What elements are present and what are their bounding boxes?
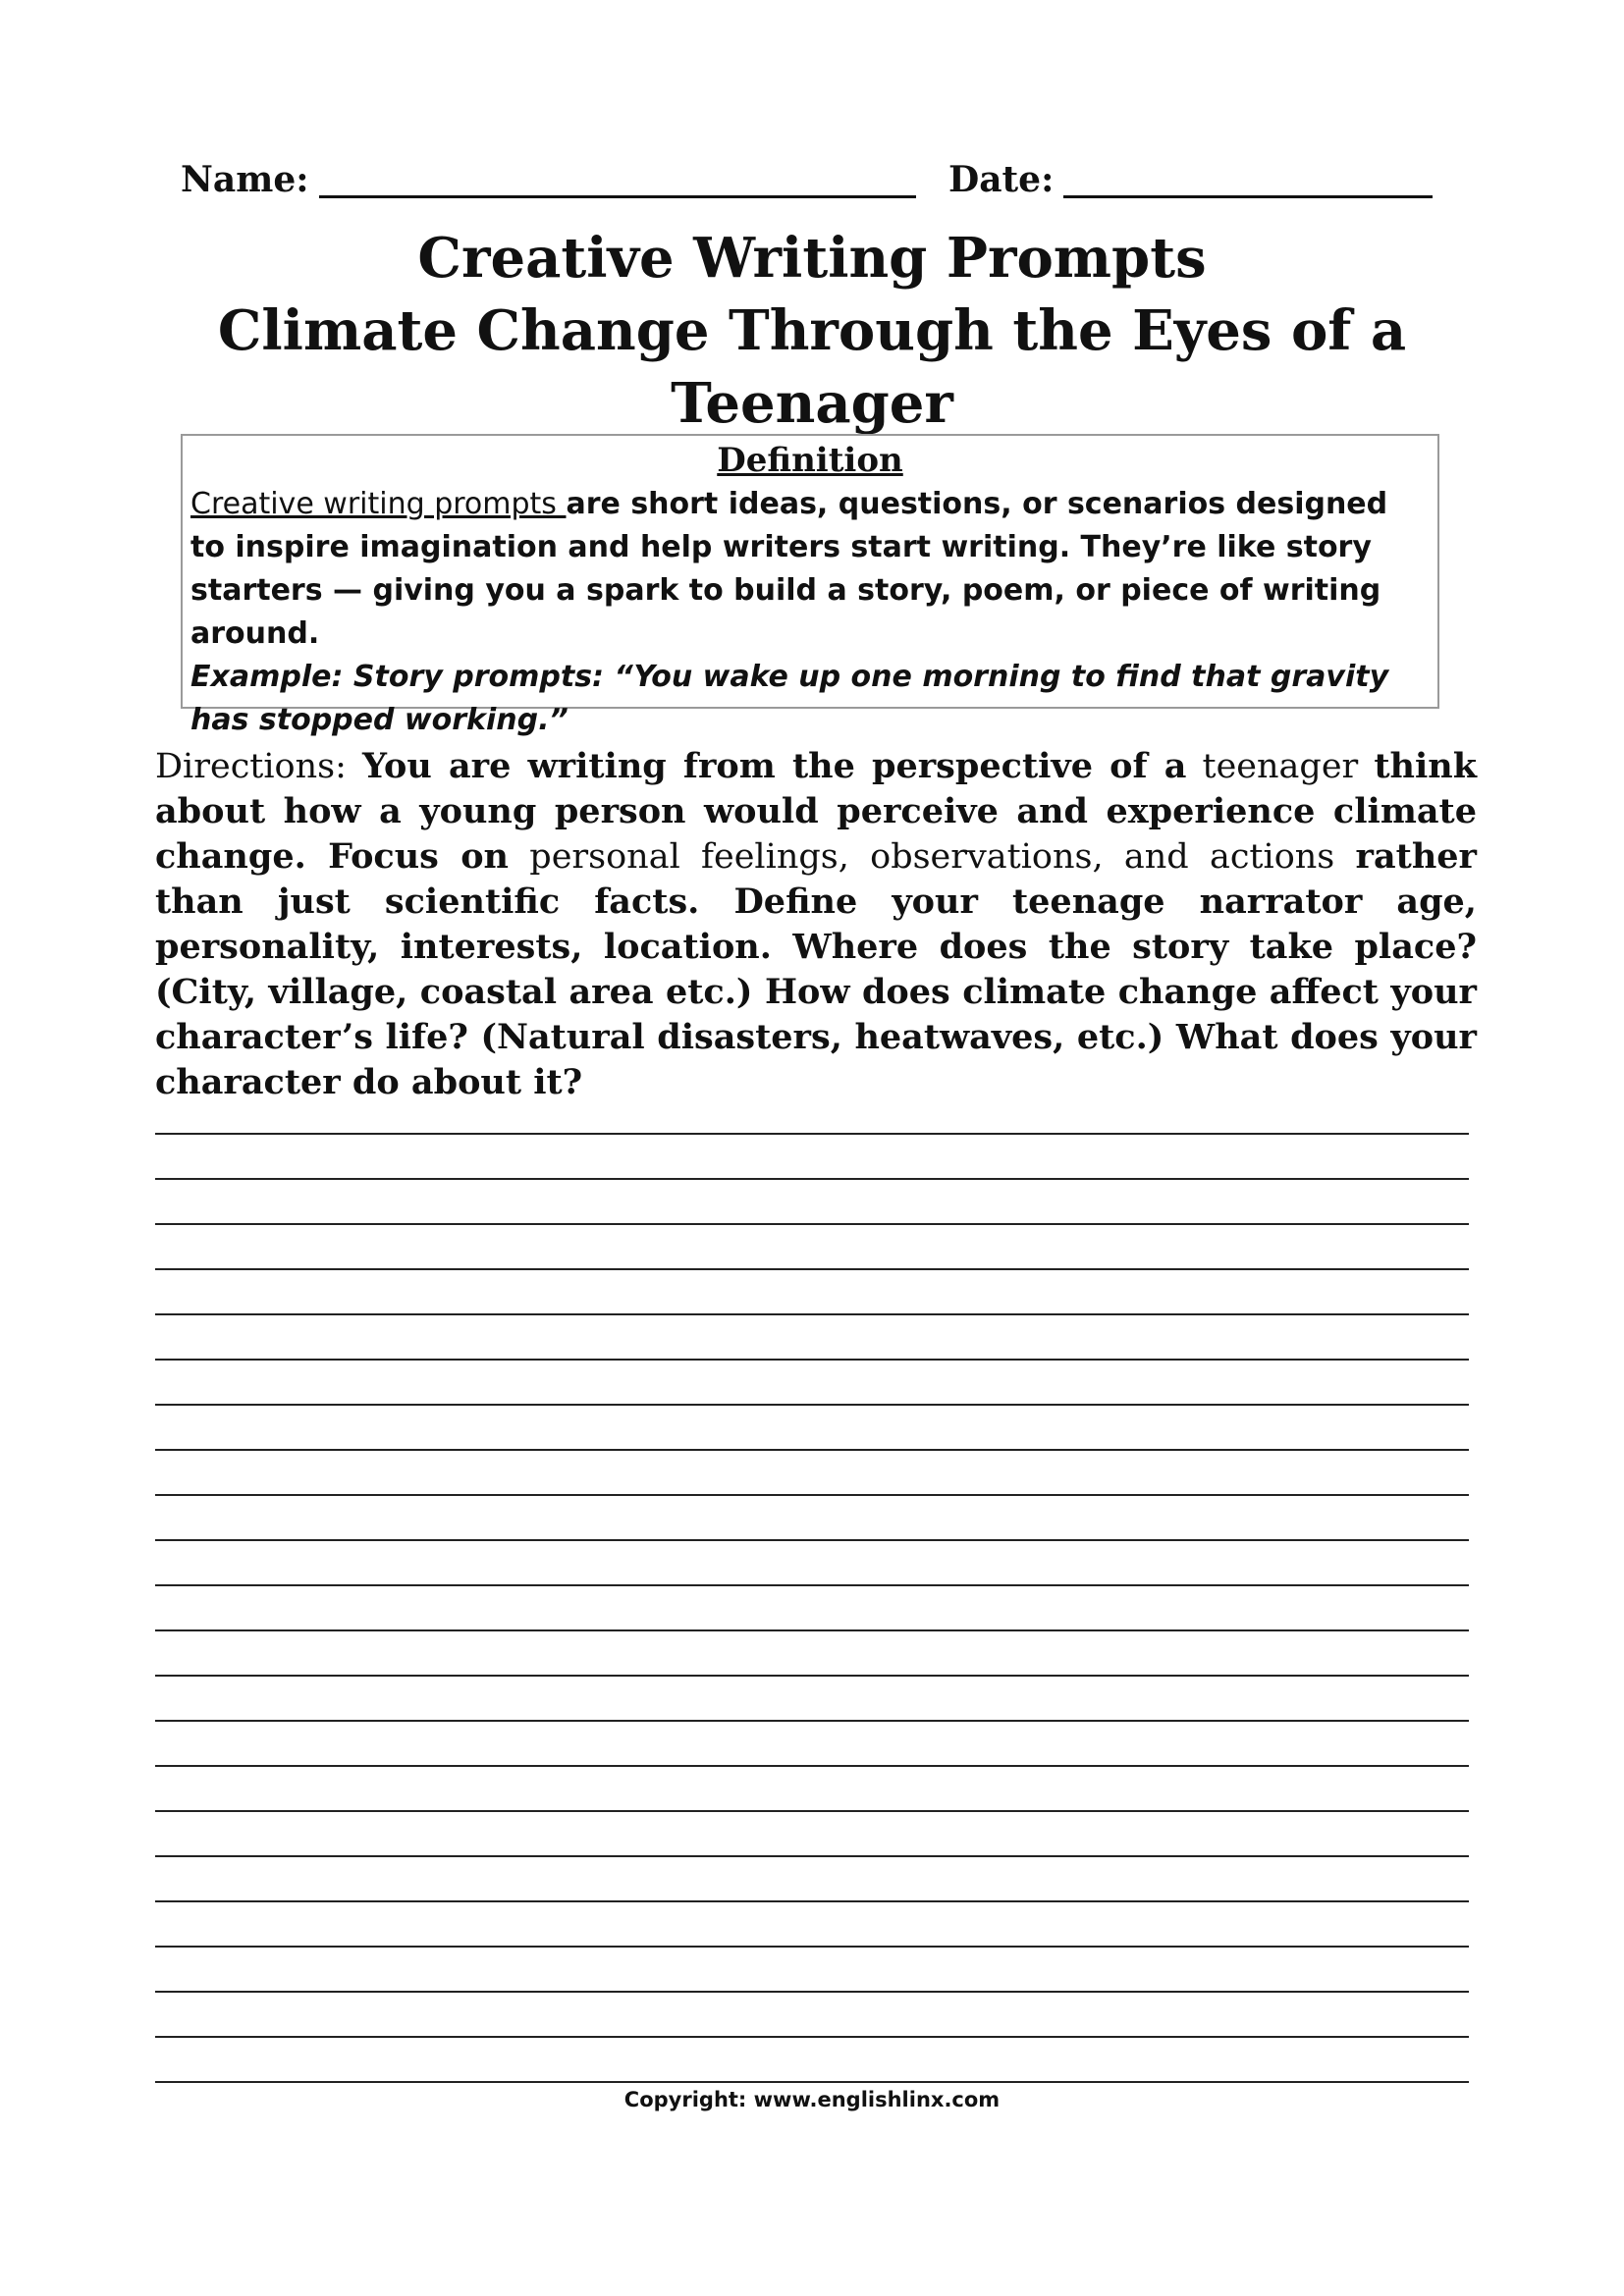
page-title (177, 222, 1447, 440)
directions-text: teenager (1186, 747, 1375, 786)
writing-line[interactable] (155, 1270, 1469, 1315)
directions-label: Directions: (155, 747, 363, 786)
name-label: Name: (181, 159, 309, 200)
title-line-2: Climate Change Through the Eyes of a (217, 298, 1407, 363)
definition-heading: Definition (717, 441, 903, 480)
writing-line[interactable] (155, 1631, 1469, 1677)
writing-line[interactable] (155, 1586, 1469, 1631)
definition-example: Example: Story prompts: “You wake up one morning to find that gravity has stopped working.” (190, 660, 1389, 737)
writing-line[interactable] (155, 1315, 1469, 1361)
writing-line[interactable] (155, 1406, 1469, 1451)
title-line-3: Teenager (671, 371, 953, 436)
writing-line[interactable] (155, 1902, 1469, 1948)
writing-line[interactable] (155, 1948, 1469, 1993)
writing-line[interactable] (155, 1677, 1469, 1722)
writing-line[interactable] (155, 1135, 1469, 1180)
title-line-1: Creative Writing Prompts (417, 226, 1207, 291)
directions-text: personal feelings, observations, and actions (509, 837, 1356, 877)
date-label: Date: (948, 159, 1055, 200)
writing-line[interactable] (155, 1496, 1469, 1541)
date-blank-line[interactable] (1063, 158, 1433, 198)
copyright-footer: Copyright: www.englishlinx.com (623, 2088, 1001, 2111)
writing-line[interactable] (155, 1722, 1469, 1767)
date-field (948, 155, 1433, 204)
directions-paragraph (155, 744, 1477, 1105)
writing-line[interactable] (155, 1857, 1469, 1902)
definition-term: Creative writing prompts (190, 487, 567, 521)
definition-text: are short ideas, questions, or scenarios designed to inspire imagination and help writers start writing. They’re like story starters — giving you a spark to build a story, poem, or piece of writing around. (190, 487, 1388, 651)
definition-body (190, 483, 1430, 656)
writing-line[interactable] (155, 1180, 1469, 1225)
writing-line[interactable] (155, 1767, 1469, 1812)
name-field (181, 155, 916, 204)
directions-text: rather than just scientific facts. Define your teenage narrator age, personality, interests, location. Where does the story take place? (City, village, coastal area etc.) How does climate change affect your character’s life? (Natural disasters, heatwaves, etc.) What does your character do about it? (155, 836, 1477, 1102)
directions-text: You are writing from the perspective of a (362, 746, 1187, 786)
name-blank-line[interactable] (319, 158, 916, 198)
writing-line[interactable] (155, 1993, 1469, 2038)
directions-text: think about how a young person would perceive and experience climate change. Focus on (155, 746, 1477, 877)
writing-line[interactable] (155, 1812, 1469, 1857)
writing-line[interactable] (155, 1225, 1469, 1270)
name-date-header (181, 155, 1428, 204)
writing-line[interactable] (155, 1361, 1469, 1406)
writing-line[interactable] (155, 2038, 1469, 2083)
writing-lines (155, 1090, 1469, 2083)
writing-line[interactable] (155, 1451, 1469, 1496)
definition-box (181, 434, 1439, 737)
writing-line[interactable] (155, 1090, 1469, 1135)
writing-line[interactable] (155, 1541, 1469, 1586)
